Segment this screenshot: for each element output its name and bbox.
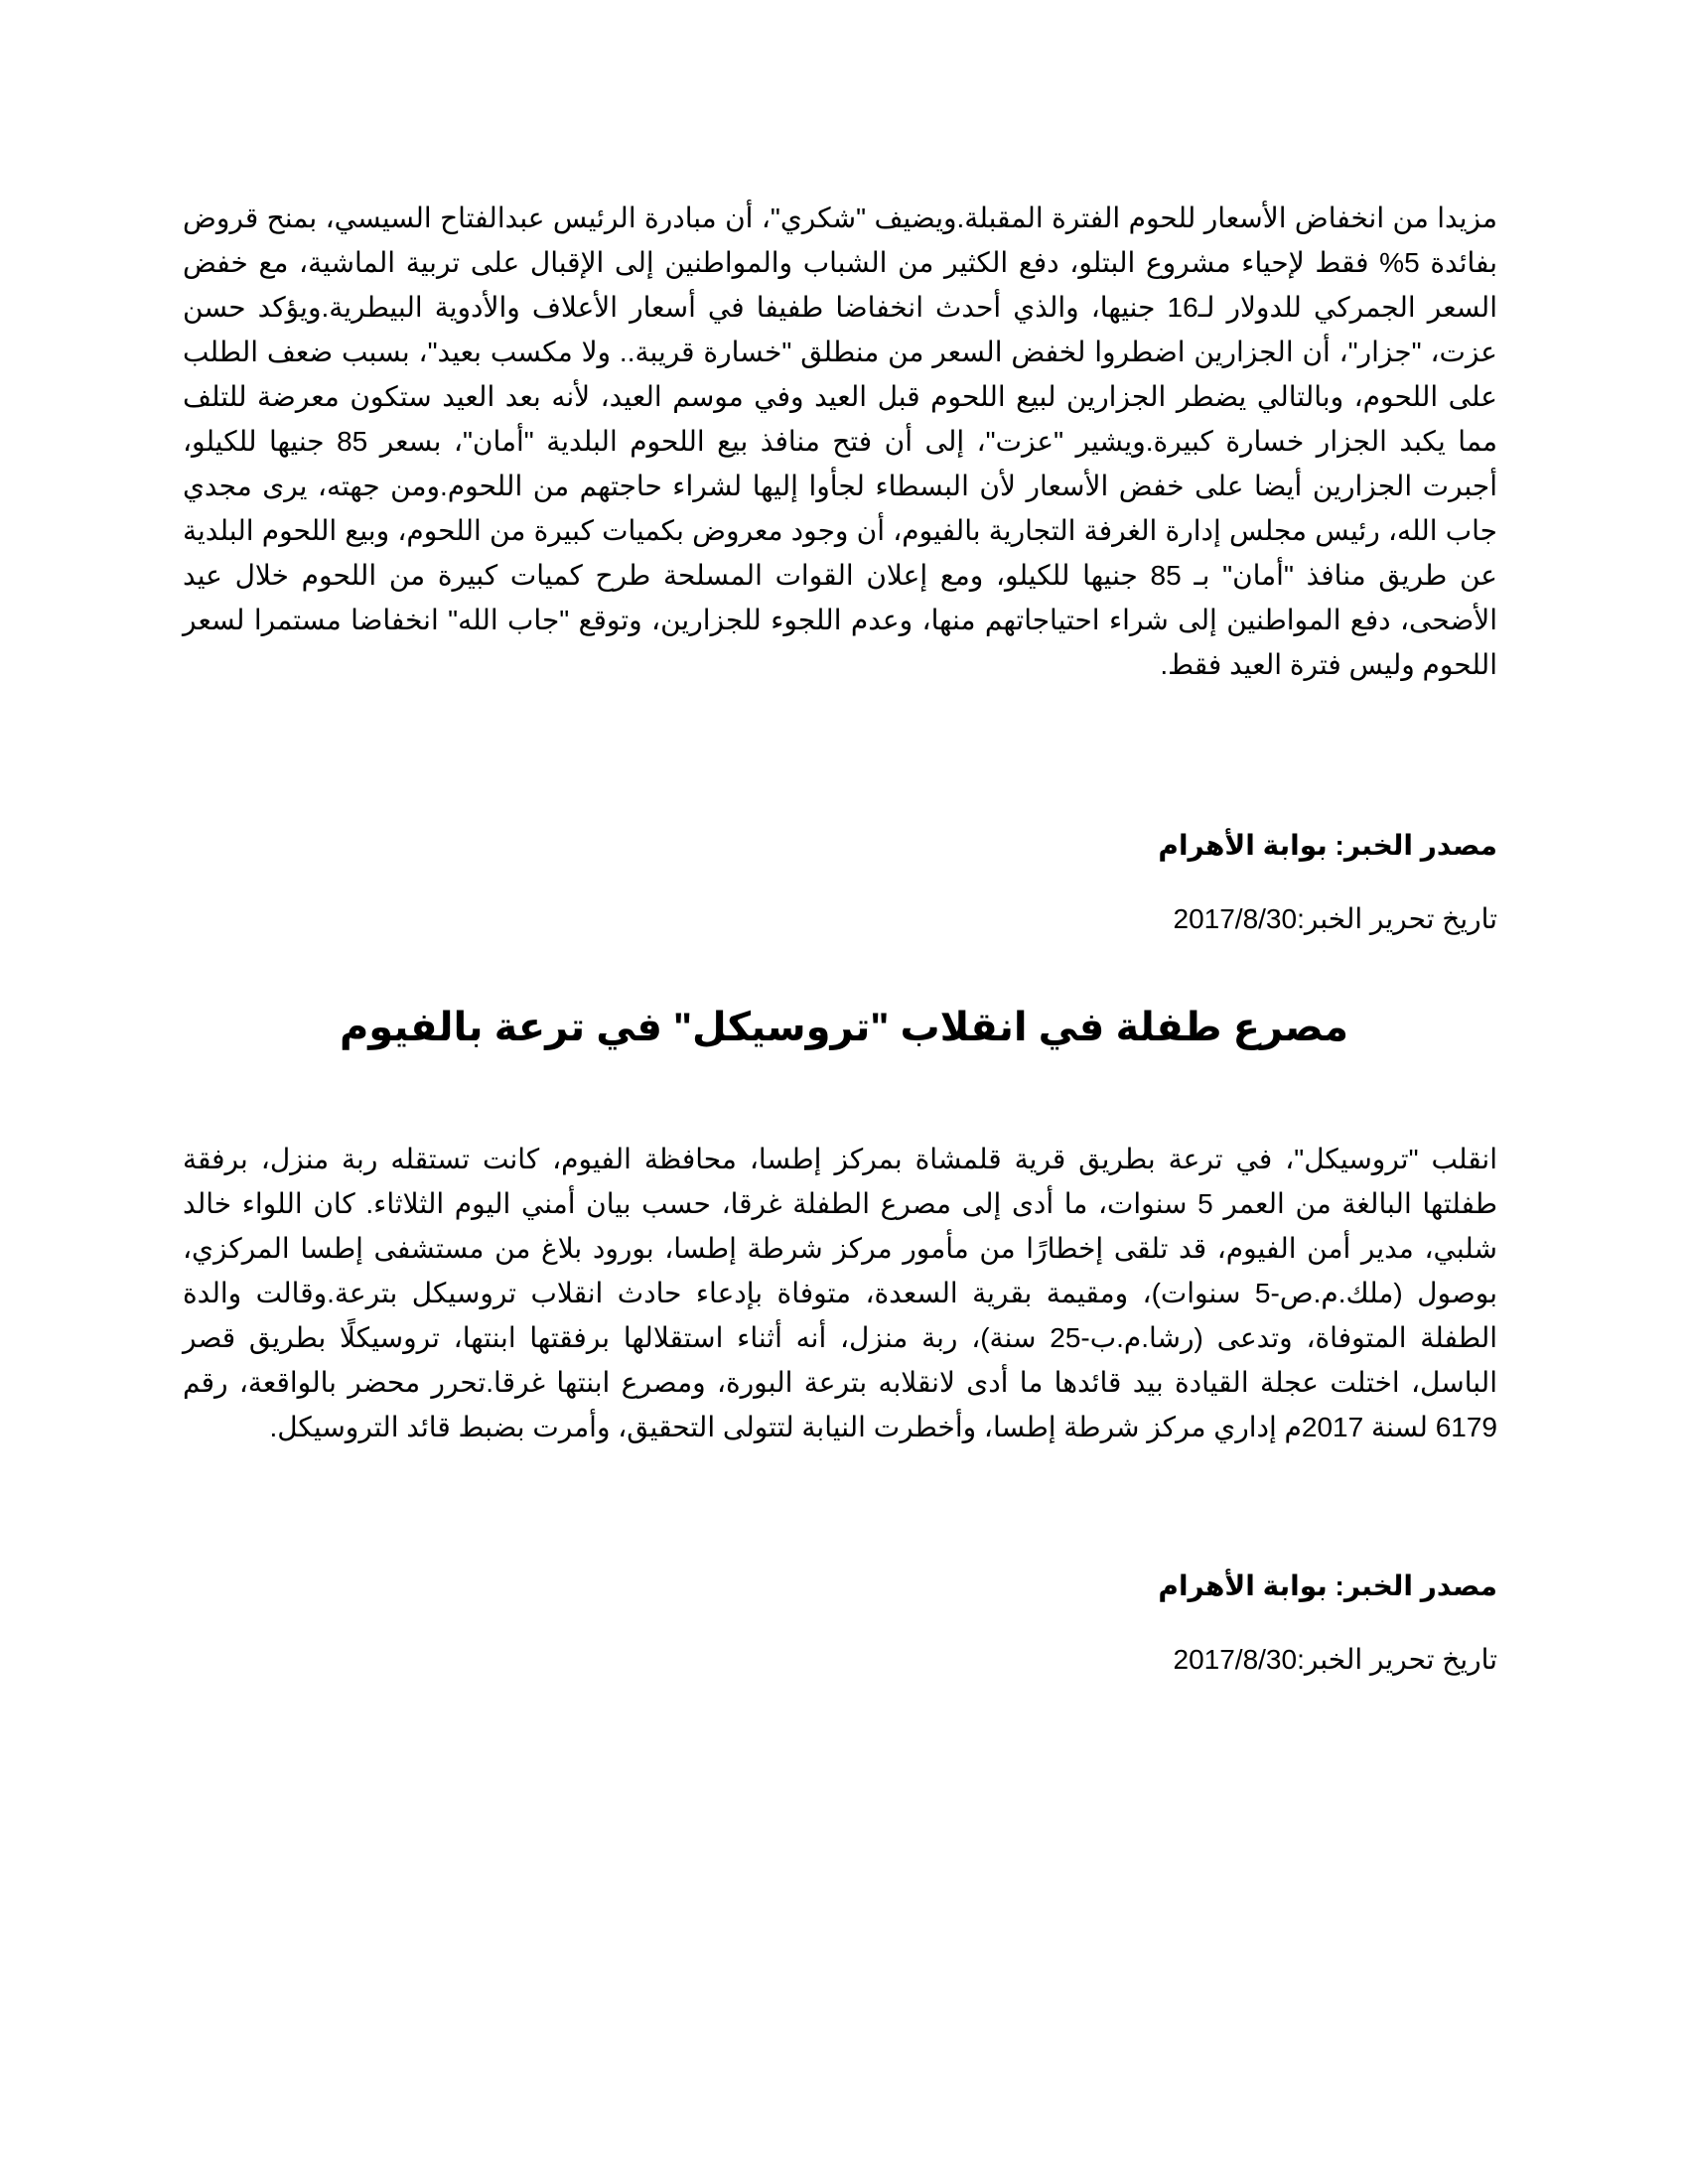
article1-date: تاريخ تحرير الخبر:2017/8/30 [1173,903,1497,934]
article1-body-block [183,196,1497,687]
article2-body-block [183,1137,1497,1449]
article2-meta [1158,1567,1497,1680]
article1-body: مزيدا من انخفاض الأسعار للحوم الفترة المقبلة.ويضيف "شكري"، أن مبادرة الرئيس عبدالفتاح السيسي، بمنح قروض بفائدة 5% فقط لإحياء مشروع البتلو، دفع الكثير من الشباب والمواطنين إلى الإقبال على تربية الماشية، مع خفض السعر الجمركي للدولار لـ16 جنيها، والذي أحدث انخفاضا طفيفا في أسعار الأعلاف والأدوية البيطرية.ويؤكد حسن عزت، "جزار"، أن الجزارين اضطروا لخفض السعر من منطلق "خسارة قريبة.. ولا مكسب بعيد"، بسبب ضعف الطلب على اللحوم، وبالتالي يضطر الجزارين لبيع اللحوم قبل العيد وفي موسم العيد، لأنه بعد العيد ستكون معرضة للتلف مما يكبد الجزار خسارة كبيرة.ويشير "عزت"، إلى أن فتح منافذ بيع اللحوم البلدية "أمان"، بسعر 85 جنيها للكيلو، أجبرت الجزارين أيضا على خفض الأسعار لأن البسطاء لجأوا إليها لشراء حاجتهم من اللحوم.ومن جهته، يرى مجدي جاب الله، رئيس مجلس إدارة الغرفة التجارية بالفيوم، أن وجود معروض بكميات كبيرة من اللحوم، وبيع اللحوم البلدية عن طريق منافذ "أمان" بـ 85 جنيها للكيلو، ومع إعلان القوات المسلحة طرح كميات كبيرة من اللحوم خلال عيد الأضحى، دفع المواطنين إلى شراء احتياجاتهم منها، وعدم اللجوء للجزارين، وتوقع "جاب الله" انخفاضا مستمرا لسعر اللحوم وليس فترة العيد فقط. [183,203,1498,680]
article2-title: مصرع طفلة في انقلاب "تروسيكل" في ترعة بالفيوم [339,1006,1348,1049]
article2-source: مصدر الخبر: بوابة الأهرام [1158,1570,1497,1601]
article2-date: تاريخ تحرير الخبر:2017/8/30 [1173,1644,1497,1675]
article1-source: مصدر الخبر: بوابة الأهرام [1158,830,1497,861]
article2-body: انقلب "تروسيكل"، في ترعة بطريق قرية قلمشاة بمركز إطسا، محافظة الفيوم، كانت تستقله ربة منزل، برفقة طفلتها البالغة من العمر 5 سنوات، ما أدى إلى مصرع الطفلة غرقا، حسب بيان أمني اليوم الثلاثاء. كان اللواء خالد شلبي، مدير أمن الفيوم، قد تلقى إخطارًا من مأمور مركز شرطة إطسا، بورود بلاغ من مستشفى إطسا المركزي، بوصول (ملك.م.ص-5 سنوات)، ومقيمة بقرية السعدة، متوفاة بإدعاء حادث انقلاب تروسيكل بترعة.وقالت والدة الطفلة المتوفاة، وتدعى (رشا.م.ب-25 سنة)، ربة منزل، أنه أثناء استقلالها برفقتها ابنتها، تروسيكلًا بطريق قصر الباسل، اختلت عجلة القيادة بيد قائدها ما أدى لانقلابه بترعة البورة، ومصرع ابنتها غرقا.تحرر محضر بالواقعة، رقم 6179 لسنة 2017م إداري مركز شرطة إطسا، وأخطرت النيابة لتتولى التحقيق، وأمرت بضبط قائد التروسيكل. [183,1144,1497,1442]
article1-meta [1158,826,1497,939]
